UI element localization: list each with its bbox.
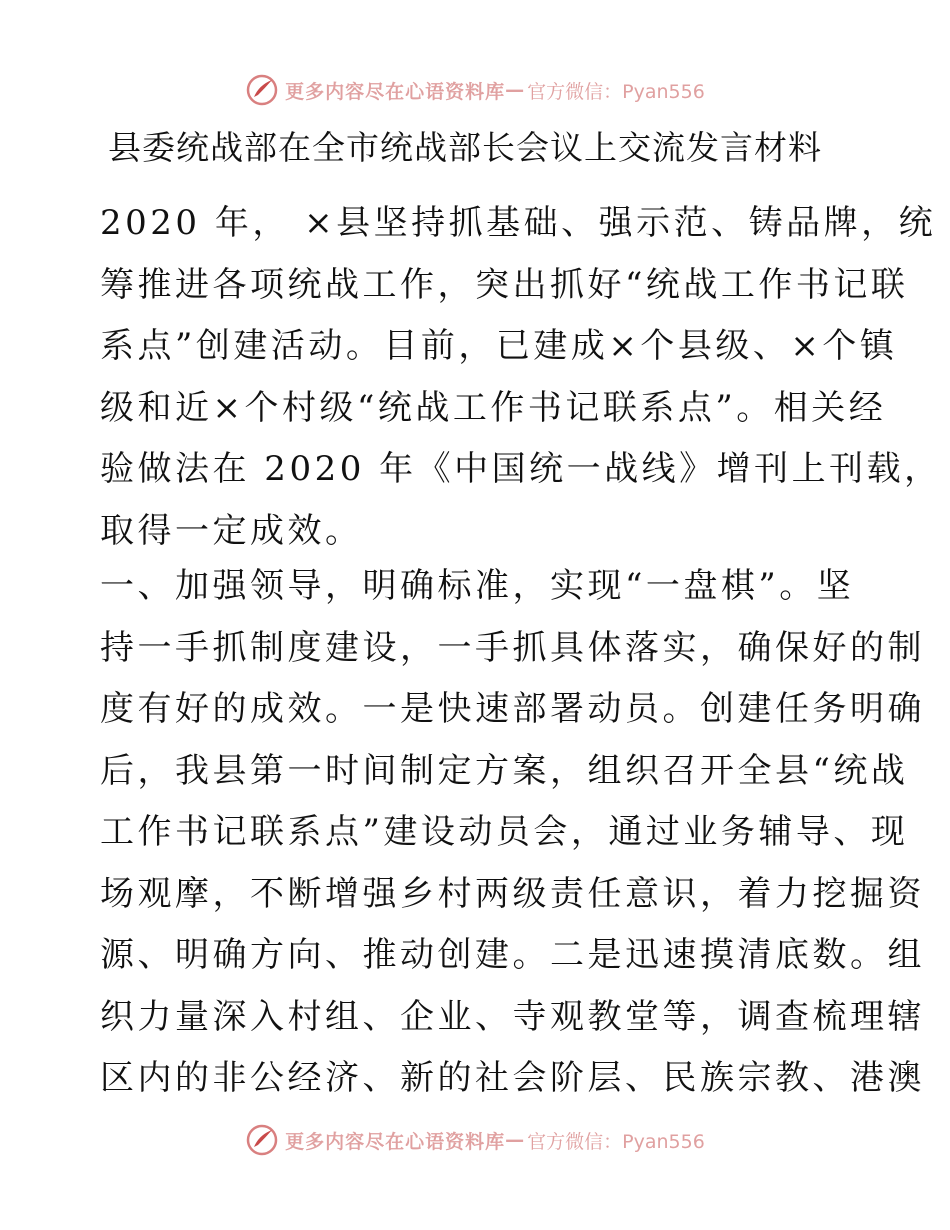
document-title: 县委统战部在全市统战部长会议上交流发言材料 [108,128,822,167]
paragraph-line: 验做法在 2020 年《中国统一战线》增刊上刊载， [100,449,942,489]
paragraph-line: 后，我县第一时间制定方案，组织召开全县“统战 [100,750,909,791]
paragraph-line: 级和近×个村级“统战工作书记联系点”。相关经 [100,387,887,428]
paragraph-line: 织力量深入村组、企业、寺观教堂等，调查梳理辖 [100,996,925,1037]
watermark-brand-text: 更多内容尽在心语资料库 [285,1130,506,1153]
paragraph-line: 取得一定成效。 [100,510,363,551]
watermark-wechat-text: 官方微信：Pyan556 [527,80,705,103]
paragraph-line: 区内的非公经济、新的社会阶层、民族宗教、港澳 [100,1058,925,1098]
paragraph-line: 一、加强领导，明确标准，实现“一盘棋”。坚 [100,566,855,606]
paragraph-line: 持一手抓制度建设，一手抓具体落实，确保好的制 [100,627,925,668]
paragraph-line: 场观摩，不断增强乡村两级责任意识，着力挖掘资 [100,873,925,914]
watermark-banner-top [0,70,950,110]
watermark-separator: — [505,79,526,101]
paragraph-line: 工作书记联系点”建设动员会，通过业务辅导、现 [100,812,909,852]
watermark-brand-text: 更多内容尽在心语资料库 [285,80,506,103]
quill-logo-icon [245,73,279,107]
watermark-banner-bottom [0,1120,950,1160]
quill-logo-icon [245,1123,279,1157]
paragraph-line: 度有好的成效。一是快速部署动员。创建任务明确 [100,689,925,729]
paragraph-line: 系点”创建活动。目前，已建成×个县级、×个镇 [100,326,898,366]
paragraph-line: 2020 年， ×县坚持抓基础、强示范、铸品牌，统 [100,203,937,243]
paragraph-line: 源、明确方向、推动创建。二是迅速摸清底数。组 [100,935,925,975]
watermark-separator: — [505,1129,526,1151]
paragraph-line: 筹推进各项统战工作，突出抓好“统战工作书记联 [100,264,909,305]
paragraph-section-one [100,556,925,1110]
paragraph-intro [100,193,942,562]
watermark-wechat-text: 官方微信：Pyan556 [527,1130,705,1153]
